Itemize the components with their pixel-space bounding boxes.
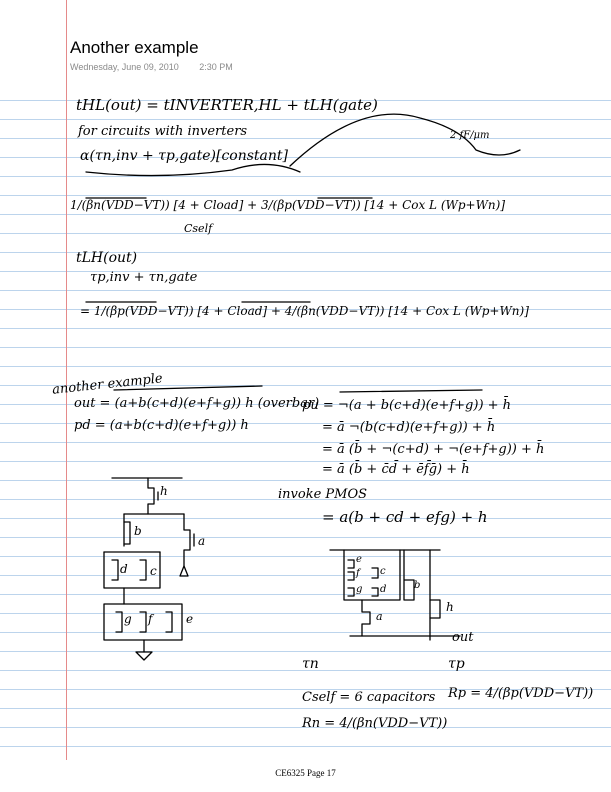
tau-n-label: τn bbox=[302, 656, 319, 672]
alpha-constant: α(τn,inv + τp,gate)[constant] bbox=[80, 148, 289, 164]
pu-line-4: = ā (b̄ + c̄d̄ + ēf̄ḡ) + h̄ bbox=[322, 462, 470, 477]
pmos-label-e: e bbox=[356, 554, 362, 565]
nmos-label-f: f bbox=[148, 612, 153, 626]
pmos-block bbox=[344, 550, 400, 600]
pmos-label-out: out bbox=[452, 630, 474, 645]
another-example-label: another example bbox=[51, 371, 164, 398]
pmos-label-h: h bbox=[446, 600, 454, 614]
pmos-label-a: a bbox=[376, 610, 383, 623]
transistor-h bbox=[430, 600, 440, 618]
tau-p-label: τp bbox=[448, 656, 465, 672]
page-footer: CE6325 Page 17 bbox=[275, 768, 336, 778]
tau-sum: τp,inv + τn,gate bbox=[90, 270, 198, 285]
nmos-label-d: d bbox=[120, 562, 128, 576]
transistor-b bbox=[404, 550, 414, 600]
thl-equation: tHL(out) = tINVERTER,HL + tLH(gate) bbox=[76, 96, 378, 114]
nmos-label-e: e bbox=[186, 612, 194, 626]
nmos-label-h: h bbox=[160, 484, 168, 498]
page-date: Wednesday, June 09, 2010 bbox=[70, 62, 179, 72]
rn-equation: Rn = 4/(βn(VDD−VT)) bbox=[302, 716, 448, 731]
pmos-label-c: c bbox=[380, 566, 386, 577]
rp-equation: Rp = 4/(βp(VDD−VT)) bbox=[448, 686, 594, 701]
transistor-g bbox=[348, 588, 354, 596]
for-circuits-note: for circuits with inverters bbox=[78, 124, 248, 139]
transistor-e bbox=[348, 560, 354, 568]
delay-equation-1: 1/(βn(VDD−VT)) [4 + Cload] + 3/(βp(VDD−VT)) [14 + Cox L (Wp+Wn)] bbox=[70, 198, 506, 212]
transistor-a bbox=[362, 600, 370, 636]
transistor-d bbox=[372, 588, 378, 596]
cself-equation: Cself = 6 capacitors bbox=[302, 690, 436, 705]
cap-annotation: 2 fF/μm bbox=[450, 130, 490, 141]
invoke-pmos: invoke PMOS bbox=[278, 487, 368, 502]
nmos-label-a: a bbox=[198, 534, 206, 548]
cself-label: Cself bbox=[184, 222, 213, 235]
nmos-label-b: b bbox=[134, 524, 142, 538]
pu-line-1: pu = ¬(a + b(c+d)(e+f+g)) + h̄ bbox=[302, 398, 512, 413]
pu-line-3: = ā (b̄ + ¬(c+d) + ¬(e+f+g)) + h̄ bbox=[322, 442, 545, 457]
transistor-c bbox=[372, 568, 378, 578]
pmos-label-g: g bbox=[356, 584, 363, 595]
tlh-equation: tLH(out) bbox=[76, 250, 138, 266]
pu-line-5: = a(b + cd + efg) + h bbox=[322, 508, 488, 526]
nmos-label-c: c bbox=[150, 564, 157, 578]
pd-equation: pd = (a+b(c+d)(e+f+g)) h bbox=[74, 418, 249, 433]
page-time: 2:30 PM bbox=[199, 62, 233, 72]
page-title: Another example bbox=[70, 38, 199, 57]
transistor-f bbox=[348, 572, 354, 580]
pmos-label-f: f bbox=[356, 568, 360, 579]
nmos-label-g: g bbox=[124, 612, 132, 626]
pmos-label-d: d bbox=[380, 584, 387, 595]
pu-line-2: = ā ¬(b(c+d)(e+f+g)) + h̄ bbox=[322, 420, 496, 435]
out-equation: out = (a+b(c+d)(e+f+g)) h (overbar) bbox=[74, 396, 320, 411]
delay-equation-2: = 1/(βp(VDD−VT)) [4 + Cload] + 4/(βn(VDD−VT)) [14 + Cox L (Wp+Wn)] bbox=[80, 304, 529, 318]
pmos-label-b: b bbox=[414, 580, 421, 591]
